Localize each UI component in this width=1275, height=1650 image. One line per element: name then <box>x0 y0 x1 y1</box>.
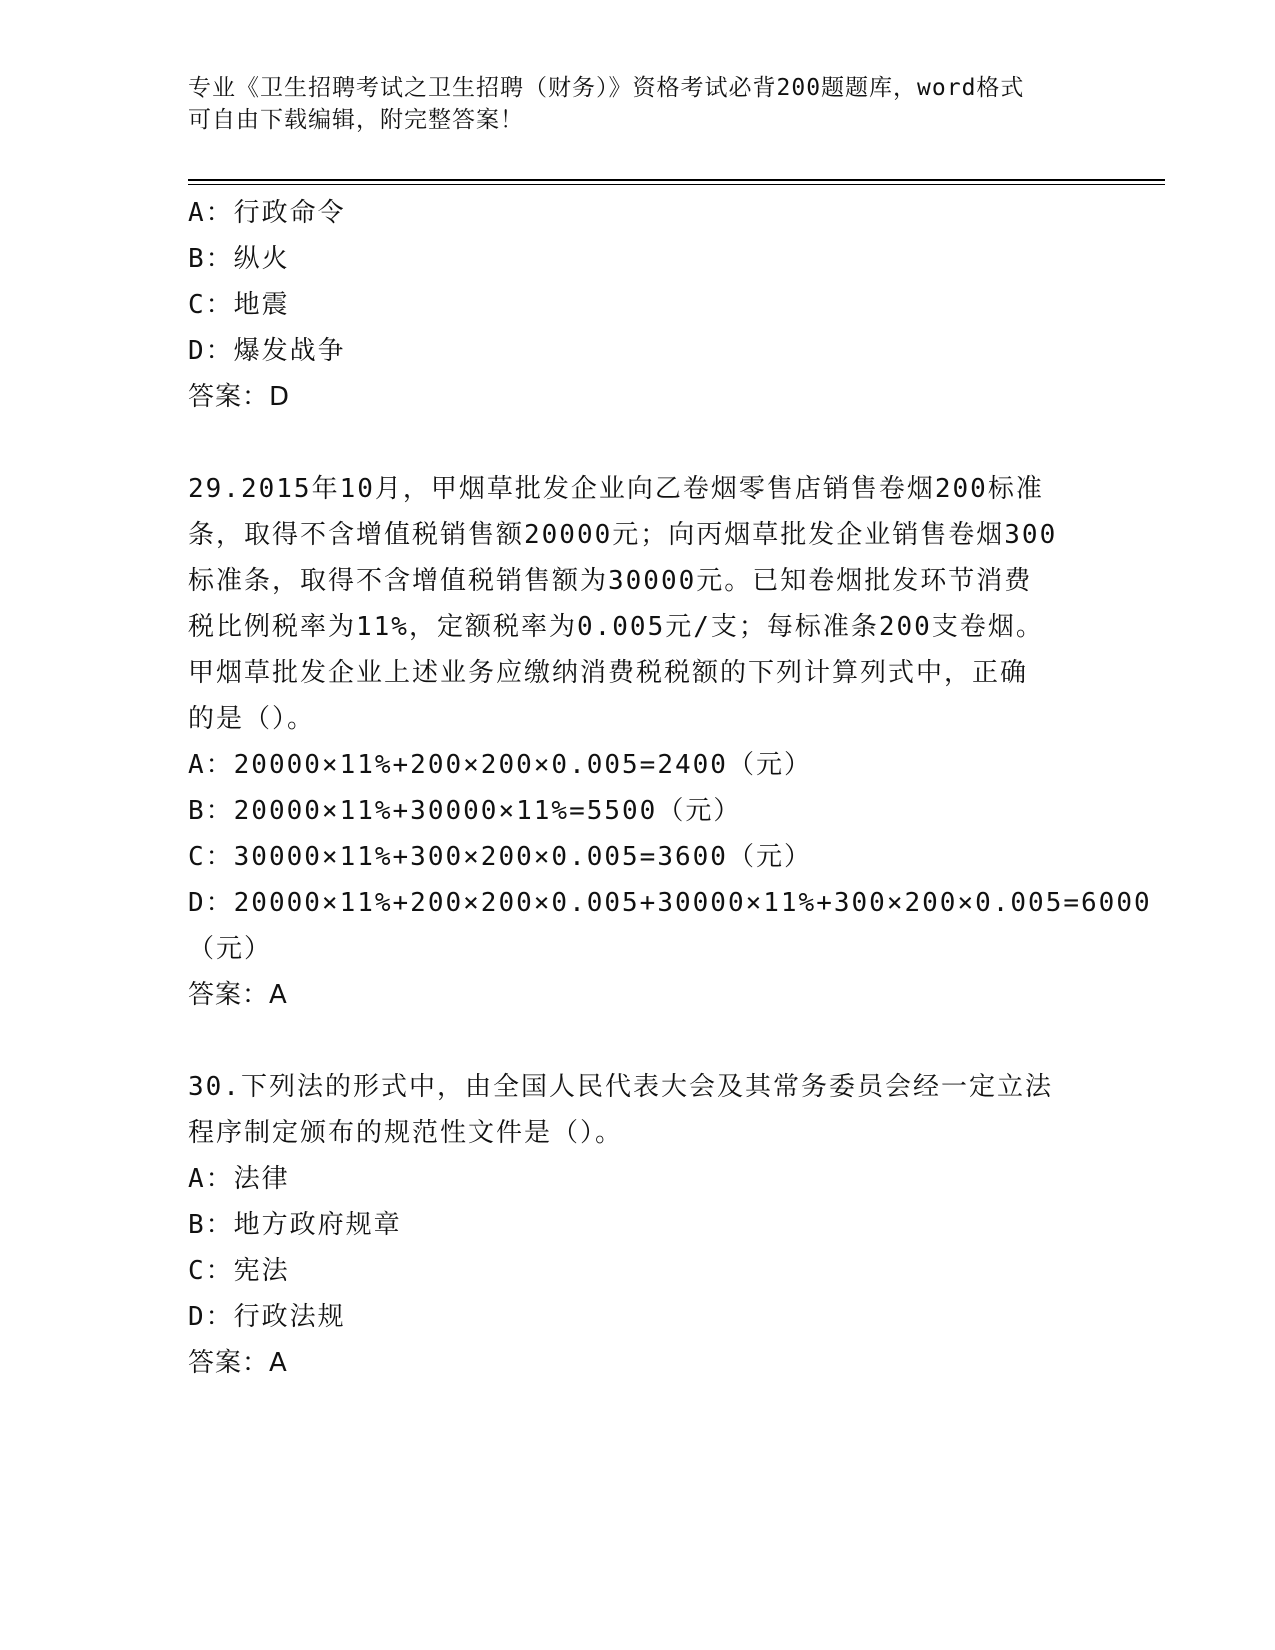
option-c: C：30000×11%+300×200×0.005=3600（元） <box>188 842 812 872</box>
header-divider-thick <box>188 179 1165 181</box>
question-30-text-line: 30.下列法的形式中，由全国人民代表大会及其常务委员会经一定立法 <box>188 1072 1053 1102</box>
option-a: A：20000×11%+200×200×0.005=2400（元） <box>188 750 812 780</box>
answer-line: 答案：A <box>188 980 288 1010</box>
question-30-text-line: 程序制定颁布的规范性文件是（）。 <box>188 1118 624 1148</box>
option-a: A：法律 <box>188 1164 290 1194</box>
option-d: D：行政法规 <box>188 1302 346 1332</box>
document-header <box>188 72 1068 136</box>
header-divider-thin <box>188 184 1165 185</box>
option-b: B：地方政府规章 <box>188 1210 402 1240</box>
answer-line: 答案：D <box>188 382 291 412</box>
header-line-2: 可自由下载编辑，附完整答案！ <box>188 107 524 133</box>
option-b: B：纵火 <box>188 244 290 274</box>
option-a: A：行政命令 <box>188 198 346 228</box>
question-29-text-line: 条，取得不含增值税销售额20000元；向丙烟草批发企业销售卷烟300 <box>188 520 1058 550</box>
question-29-text-line: 29.2015年10月，甲烟草批发企业向乙卷烟零售店销售卷烟200标准 <box>188 474 1044 504</box>
option-d: D：20000×11%+200×200×0.005+30000×11%+300×200×0.005=6000 <box>188 888 1152 918</box>
option-d-continuation: （元） <box>188 934 273 964</box>
option-b: B：20000×11%+30000×11%=5500（元） <box>188 796 742 826</box>
prev-question-options <box>188 190 1088 374</box>
header-line-1: 专业《卫生招聘考试之卫生招聘（财务）》资格考试必背200题题库，word格式 <box>188 75 1025 101</box>
question-30 <box>188 1064 1088 1386</box>
question-29-text-line: 税比例税率为11%，定额税率为0.005元/支；每标准条200支卷烟。 <box>188 612 1044 642</box>
question-29-text-line: 甲烟草批发企业上述业务应缴纳消费税税额的下列计算列式中，正确 <box>188 658 1029 688</box>
question-29-text-line: 标准条，取得不含增值税销售额为30000元。已知卷烟批发环节消费 <box>188 566 1033 596</box>
option-d: D：爆发战争 <box>188 336 346 366</box>
question-29 <box>188 466 1152 1018</box>
option-c: C：宪法 <box>188 1256 290 1286</box>
question-29-text-line: 的是（）。 <box>188 704 316 734</box>
option-c: C：地震 <box>188 290 290 320</box>
spacer <box>188 420 1088 466</box>
question-content <box>188 190 1152 1386</box>
answer-line: 答案：A <box>188 1348 288 1378</box>
spacer <box>188 1018 1088 1064</box>
